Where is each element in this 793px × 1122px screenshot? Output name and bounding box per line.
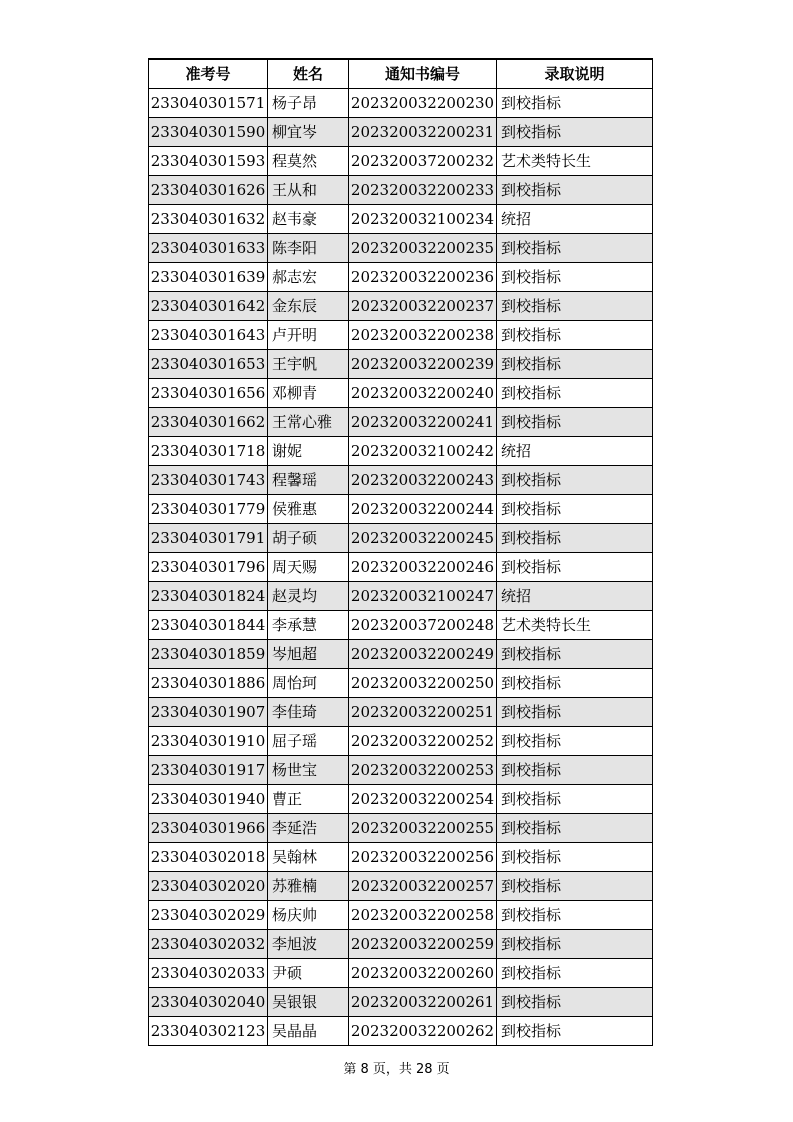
notice-number-cell: 202320032200237 [349,292,497,321]
admission-note-cell: 到校指标 [497,843,653,872]
exam-number-cell: 233040301626 [149,176,268,205]
notice-number-cell: 202320032200261 [349,988,497,1017]
name-cell: 李延浩 [268,814,349,843]
table-row [149,611,653,640]
notice-number-cell: 202320032200257 [349,872,497,901]
notice-number-cell: 202320037200232 [349,147,497,176]
admission-note-cell: 到校指标 [497,698,653,727]
exam-number-cell: 233040302123 [149,1017,268,1046]
table-row [149,901,653,930]
name-cell: 岑旭超 [268,640,349,669]
notice-number-cell: 202320032100234 [349,205,497,234]
notice-number-cell: 202320032200252 [349,727,497,756]
header-notice-number: 通知书编号 [349,59,497,89]
admission-note-cell: 统招 [497,205,653,234]
admission-note-cell: 统招 [497,437,653,466]
notice-number-cell: 202320032200258 [349,901,497,930]
table-row [149,379,653,408]
admission-note-cell: 到校指标 [497,669,653,698]
table-row [149,872,653,901]
table-row [149,669,653,698]
name-cell: 吴翰林 [268,843,349,872]
admission-note-cell: 到校指标 [497,118,653,147]
admission-note-cell: 到校指标 [497,756,653,785]
table-row [149,350,653,379]
admission-note-cell: 到校指标 [497,466,653,495]
table-header [149,59,653,89]
admission-note-cell: 到校指标 [497,1017,653,1046]
name-cell: 王从和 [268,176,349,205]
admission-note-cell: 到校指标 [497,350,653,379]
notice-number-cell: 202320032200244 [349,495,497,524]
exam-number-cell: 233040302029 [149,901,268,930]
notice-number-cell: 202320032200236 [349,263,497,292]
admission-note-cell: 到校指标 [497,814,653,843]
name-cell: 周怡珂 [268,669,349,698]
name-cell: 赵韦豪 [268,205,349,234]
notice-number-cell: 202320032200246 [349,553,497,582]
admission-note-cell: 到校指标 [497,524,653,553]
admission-note-cell: 艺术类特长生 [497,611,653,640]
exam-number-cell: 233040301571 [149,89,268,118]
admission-note-cell: 到校指标 [497,263,653,292]
exam-number-cell: 233040301633 [149,234,268,263]
admission-note-cell: 到校指标 [497,553,653,582]
table-row [149,321,653,350]
exam-number-cell: 233040301844 [149,611,268,640]
table-row [149,814,653,843]
name-cell: 屈子瑶 [268,727,349,756]
table-row [149,785,653,814]
name-cell: 杨庆帅 [268,901,349,930]
exam-number-cell: 233040302033 [149,959,268,988]
notice-number-cell: 202320032200254 [349,785,497,814]
header-admission-note: 录取说明 [497,59,653,89]
notice-number-cell: 202320032200249 [349,640,497,669]
name-cell: 胡子硕 [268,524,349,553]
name-cell: 王宇帆 [268,350,349,379]
notice-number-cell: 202320032200233 [349,176,497,205]
notice-number-cell: 202320032200262 [349,1017,497,1046]
exam-number-cell: 233040301966 [149,814,268,843]
admission-note-cell: 到校指标 [497,89,653,118]
table-row [149,1017,653,1046]
notice-number-cell: 202320032200241 [349,408,497,437]
admission-note-cell: 到校指标 [497,727,653,756]
notice-number-cell: 202320032200251 [349,698,497,727]
admission-note-cell: 到校指标 [497,176,653,205]
notice-number-cell: 202320032200240 [349,379,497,408]
table-row [149,292,653,321]
admission-note-cell: 到校指标 [497,930,653,959]
exam-number-cell: 233040301718 [149,437,268,466]
admission-note-cell: 到校指标 [497,785,653,814]
name-cell: 陈李阳 [268,234,349,263]
table-row [149,263,653,292]
exam-number-cell: 233040301940 [149,785,268,814]
table-row [149,205,653,234]
notice-number-cell: 202320032200253 [349,756,497,785]
exam-number-cell: 233040302040 [149,988,268,1017]
admission-note-cell: 到校指标 [497,408,653,437]
exam-number-cell: 233040301859 [149,640,268,669]
name-cell: 程馨瑶 [268,466,349,495]
notice-number-cell: 202320032200255 [349,814,497,843]
table-row [149,408,653,437]
exam-number-cell: 233040301656 [149,379,268,408]
table-row [149,756,653,785]
exam-number-cell: 233040301796 [149,553,268,582]
name-cell: 吴晶晶 [268,1017,349,1046]
exam-number-cell: 233040301642 [149,292,268,321]
header-name: 姓名 [268,59,349,89]
exam-number-cell: 233040301824 [149,582,268,611]
notice-number-cell: 202320032200245 [349,524,497,553]
header-row [149,59,653,89]
name-cell: 杨子昂 [268,89,349,118]
exam-number-cell: 233040301917 [149,756,268,785]
admission-note-cell: 到校指标 [497,321,653,350]
admission-table [148,58,653,1046]
notice-number-cell: 202320032200235 [349,234,497,263]
table-row [149,234,653,263]
notice-number-cell: 202320037200248 [349,611,497,640]
admission-note-cell: 到校指标 [497,292,653,321]
name-cell: 侯雅惠 [268,495,349,524]
name-cell: 赵灵均 [268,582,349,611]
admission-note-cell: 到校指标 [497,988,653,1017]
name-cell: 曹正 [268,785,349,814]
table-row [149,495,653,524]
table-row [149,118,653,147]
notice-number-cell: 202320032200239 [349,350,497,379]
table-body [149,89,653,1046]
admission-note-cell: 到校指标 [497,872,653,901]
admission-note-cell: 艺术类特长生 [497,147,653,176]
notice-number-cell: 202320032200259 [349,930,497,959]
notice-number-cell: 202320032200260 [349,959,497,988]
table-row [149,988,653,1017]
exam-number-cell: 233040301910 [149,727,268,756]
table-row [149,698,653,727]
table-row [149,147,653,176]
exam-number-cell: 233040301593 [149,147,268,176]
table-row [149,640,653,669]
admission-note-cell: 到校指标 [497,640,653,669]
exam-number-cell: 233040301662 [149,408,268,437]
name-cell: 李承慧 [268,611,349,640]
notice-number-cell: 202320032200231 [349,118,497,147]
name-cell: 吴银银 [268,988,349,1017]
exam-number-cell: 233040302020 [149,872,268,901]
table-row [149,176,653,205]
table-row [149,437,653,466]
admission-note-cell: 到校指标 [497,901,653,930]
notice-number-cell: 202320032200256 [349,843,497,872]
name-cell: 程莫然 [268,147,349,176]
name-cell: 卢开明 [268,321,349,350]
name-cell: 李佳琦 [268,698,349,727]
name-cell: 郝志宏 [268,263,349,292]
name-cell: 柳宜岑 [268,118,349,147]
table-row [149,582,653,611]
exam-number-cell: 233040301590 [149,118,268,147]
exam-number-cell: 233040301643 [149,321,268,350]
notice-number-cell: 202320032200230 [349,89,497,118]
exam-number-cell: 233040301653 [149,350,268,379]
exam-number-cell: 233040302018 [149,843,268,872]
table-row [149,930,653,959]
table-row [149,466,653,495]
name-cell: 金东辰 [268,292,349,321]
name-cell: 邓柳青 [268,379,349,408]
name-cell: 王常心雅 [268,408,349,437]
admission-note-cell: 到校指标 [497,234,653,263]
exam-number-cell: 233040301779 [149,495,268,524]
header-exam-number: 准考号 [149,59,268,89]
admission-note-cell: 到校指标 [497,495,653,524]
exam-number-cell: 233040301907 [149,698,268,727]
notice-number-cell: 202320032200243 [349,466,497,495]
exam-number-cell: 233040301791 [149,524,268,553]
table-row [149,843,653,872]
page-footer: 第 8 页，共 28 页 [343,1062,450,1077]
notice-number-cell: 202320032100242 [349,437,497,466]
name-cell: 谢妮 [268,437,349,466]
name-cell: 李旭波 [268,930,349,959]
table-row [149,553,653,582]
table-row [149,524,653,553]
table-row [149,727,653,756]
name-cell: 苏雅楠 [268,872,349,901]
notice-number-cell: 202320032200238 [349,321,497,350]
admission-note-cell: 到校指标 [497,379,653,408]
exam-number-cell: 233040301639 [149,263,268,292]
table-row [149,89,653,118]
name-cell: 杨世宝 [268,756,349,785]
exam-number-cell: 233040301632 [149,205,268,234]
notice-number-cell: 202320032200250 [349,669,497,698]
admission-note-cell: 到校指标 [497,959,653,988]
exam-number-cell: 233040301743 [149,466,268,495]
name-cell: 尹硕 [268,959,349,988]
exam-number-cell: 233040301886 [149,669,268,698]
name-cell: 周天赐 [268,553,349,582]
exam-number-cell: 233040302032 [149,930,268,959]
table-row [149,959,653,988]
admission-note-cell: 统招 [497,582,653,611]
notice-number-cell: 202320032100247 [349,582,497,611]
